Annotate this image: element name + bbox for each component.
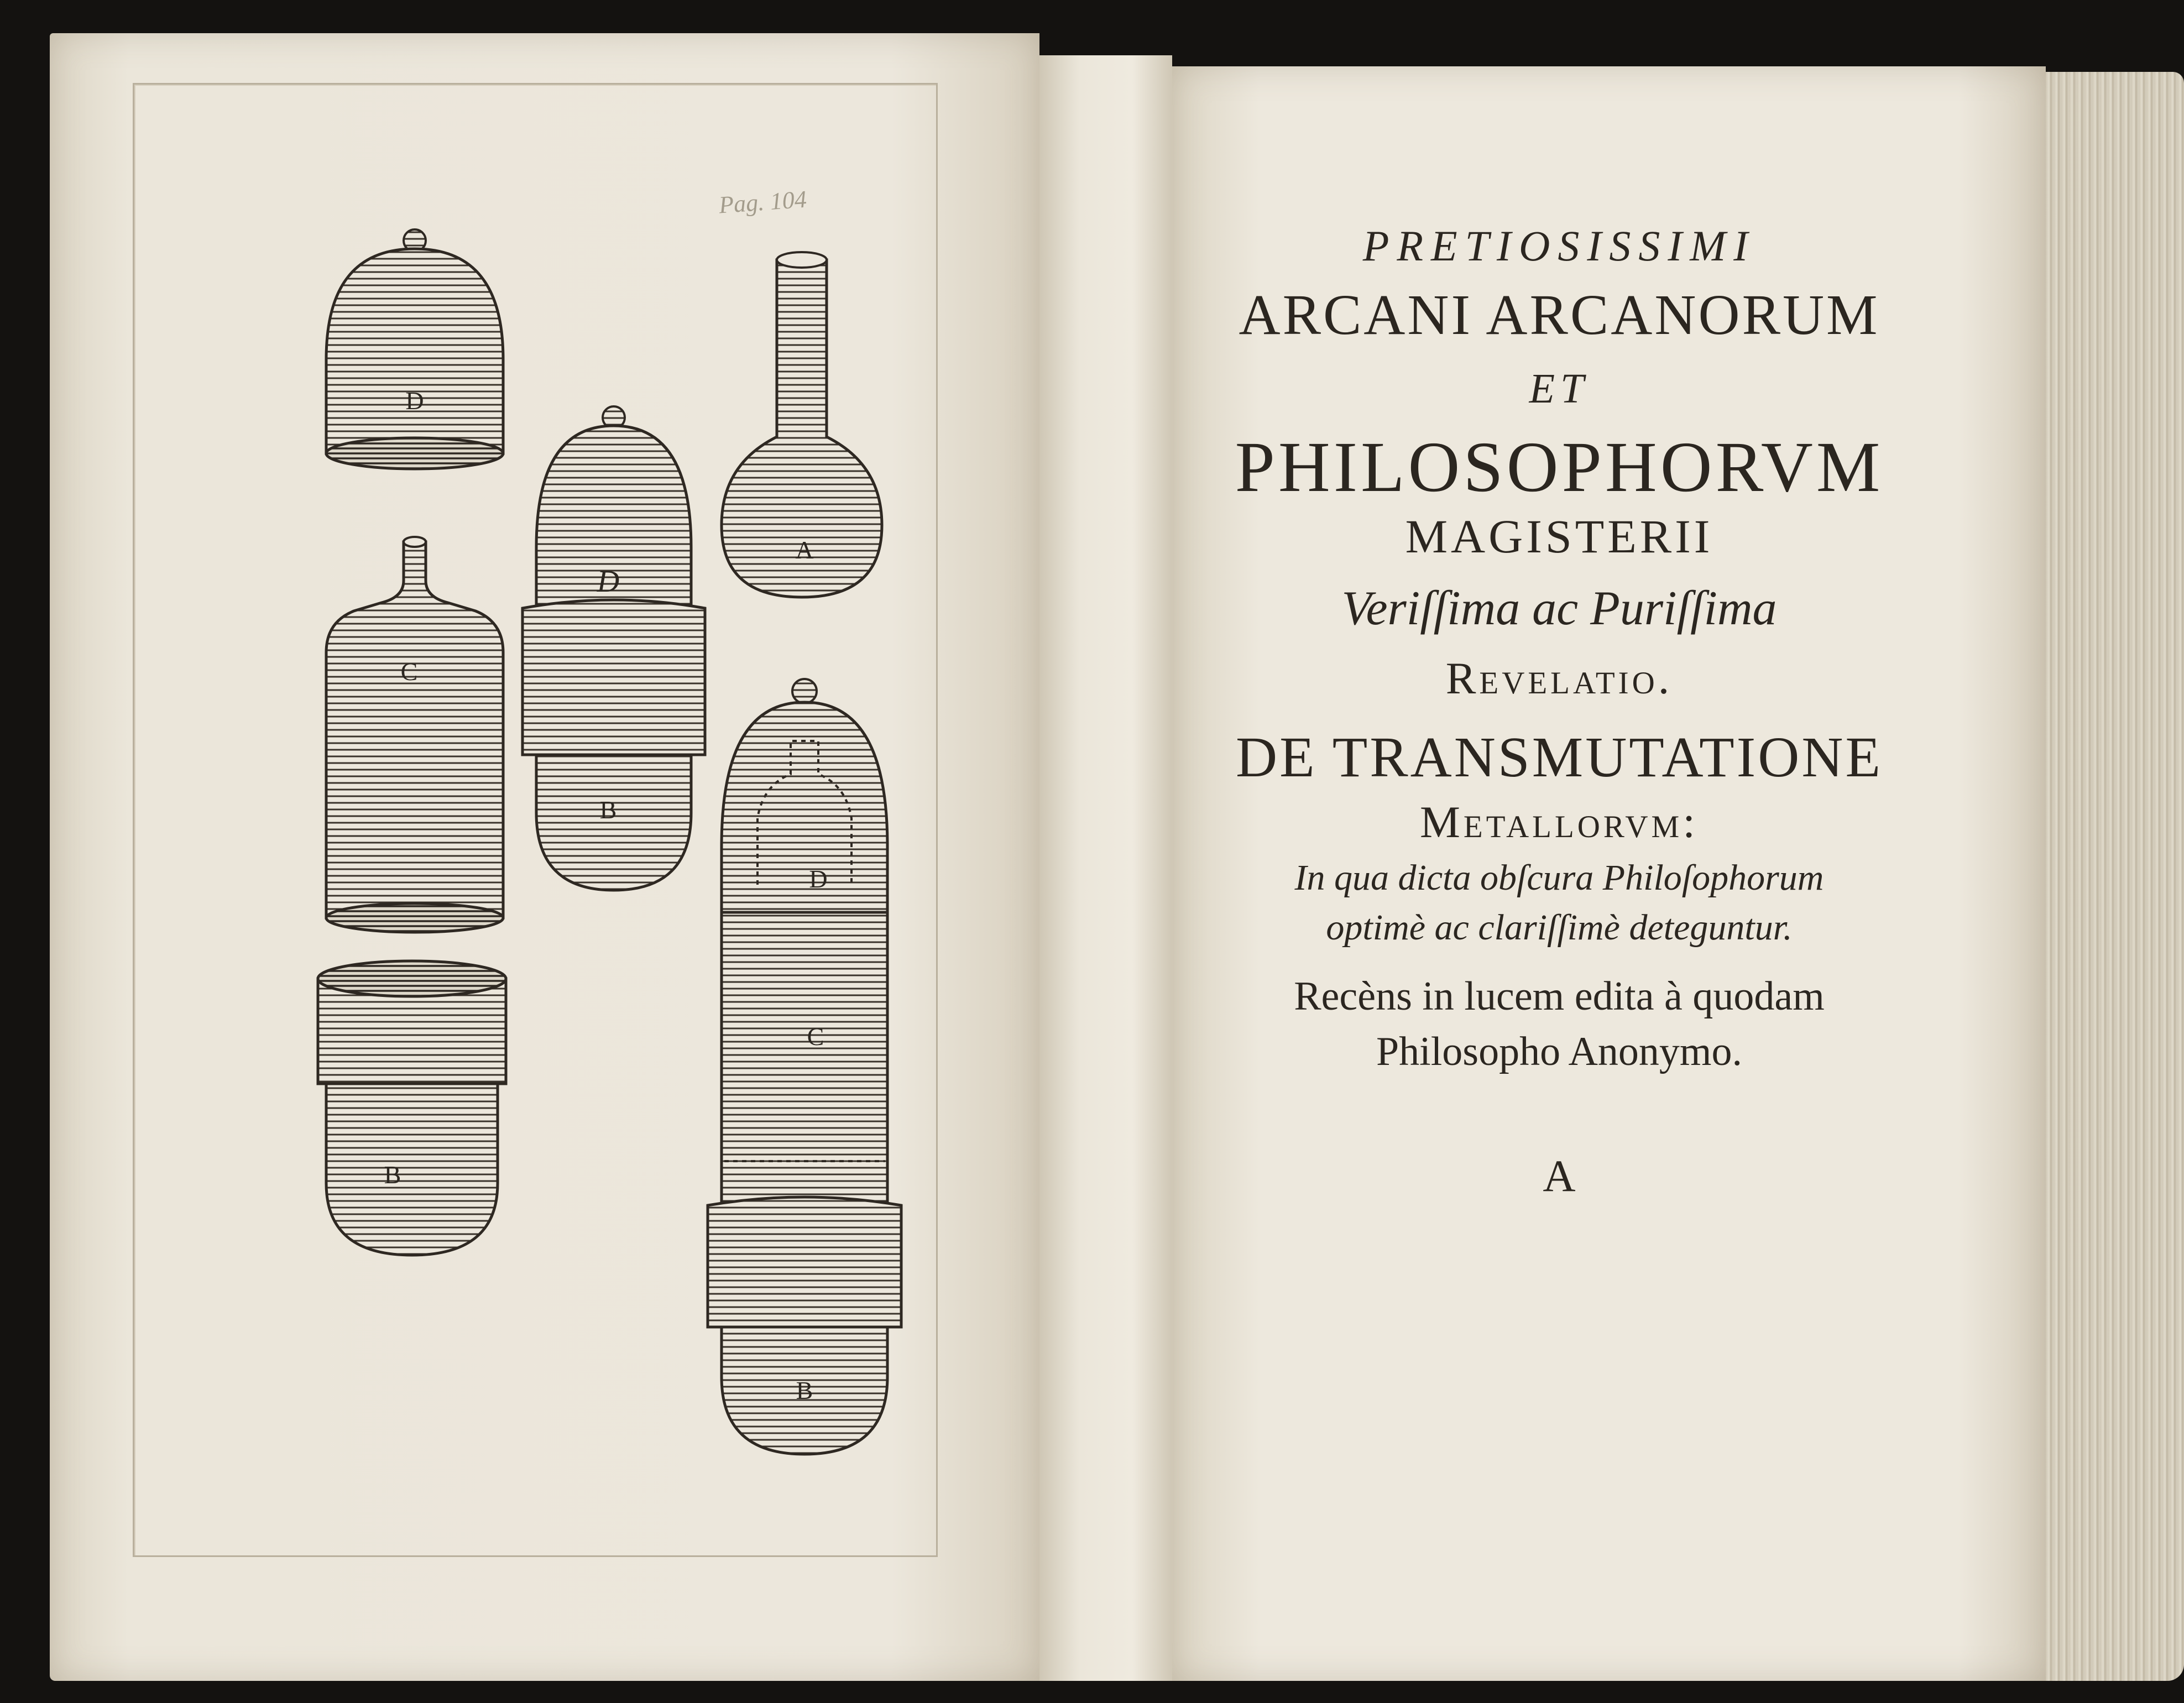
title-line-5: MAGISTERII bbox=[1405, 510, 1713, 563]
vessel-assembled bbox=[708, 679, 901, 1454]
label-d-middle: D bbox=[597, 565, 620, 599]
vessel-c-bottle bbox=[326, 537, 503, 932]
signature-mark: A bbox=[1543, 1151, 1576, 1201]
title-line-6: Veriſſima ac Puriſſima bbox=[1341, 582, 1777, 635]
label-c-assembled: C bbox=[807, 1022, 824, 1051]
label-b-middle: B bbox=[599, 796, 617, 824]
title-line-2: ARCANI ARCANORUM bbox=[1239, 283, 1880, 347]
vessel-a-flask bbox=[722, 252, 882, 597]
label-c-left: C bbox=[400, 657, 418, 686]
title-line-1: PRETIOSISSIMI bbox=[1362, 222, 1756, 270]
title-line-4: PHILOSOPHORVM bbox=[1235, 427, 1884, 507]
label-b-left: B bbox=[384, 1161, 401, 1189]
label-a-flask: A bbox=[795, 536, 814, 564]
title-line-11: optimè ac clariſſimè deteguntur. bbox=[1326, 907, 1793, 948]
title-line-9: Metallorvm: bbox=[1419, 797, 1699, 847]
page-edges bbox=[2046, 72, 2184, 1681]
title-line-7: Revelatio. bbox=[1445, 653, 1673, 703]
title-line-8: DE TRANSMUTATIONE bbox=[1236, 725, 1883, 789]
title-line-3: ET bbox=[1529, 365, 1590, 412]
title-line-10: In qua dicta obſcura Philoſophorum bbox=[1294, 858, 1824, 898]
title-line-13: Philosopho Anonymo. bbox=[1376, 1029, 1742, 1074]
vessel-b-cup bbox=[318, 961, 506, 1255]
alchemical-vessels-engraving bbox=[133, 83, 934, 1554]
vessel-d-cap bbox=[326, 229, 503, 469]
label-b-assembled: B bbox=[796, 1376, 813, 1404]
vessel-d-over-b bbox=[523, 406, 705, 890]
title-line-12: Recèns in lucem edita à quodam bbox=[1294, 974, 1825, 1019]
title-page-text bbox=[1122, 0, 1996, 1659]
label-d-assembled: D bbox=[809, 865, 828, 893]
label-d-top: D bbox=[405, 386, 424, 415]
handwritten-page-reference: Pag. 104 bbox=[718, 185, 808, 219]
